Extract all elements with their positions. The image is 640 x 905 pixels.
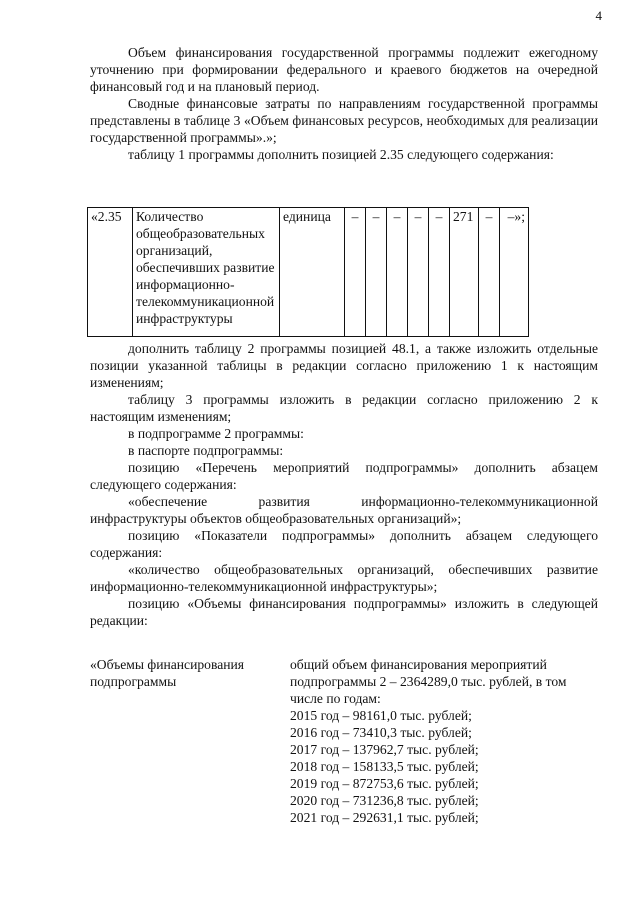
financing-year: 2015 год – 98161,0 тыс. рублей; (290, 708, 472, 723)
paragraph-table1-amend: таблицу 1 программы дополнить позицией 2.35 следующего содержания: (128, 147, 554, 162)
financing-year: 2019 год – 872753,6 тыс. рублей; (290, 776, 479, 791)
unit-cell: единица (280, 208, 345, 337)
financing-details (290, 656, 590, 826)
paragraph-passport: в паспорте подпрограммы: (128, 443, 284, 458)
financing-intro: общий объем финансирования мероприятий подпрограммы 2 – 2364289,0 тыс. рублей, в том числе по годам: (290, 657, 567, 706)
financing-year: 2017 год – 137962,7 тыс. рублей; (290, 742, 479, 757)
paragraph-measures-list: позицию «Перечень мероприятий подпрограммы» дополнить абзацем следующего содержания: (90, 460, 598, 492)
financing-label: «Объемы финансирования подпрограммы (90, 657, 245, 689)
paragraph-indicators-quote: «количество общеобразовательных организаций, обеспечивших развитие информационно-телекоммуникационной инфраструктуры»; (90, 562, 598, 594)
value-cell: – (366, 208, 387, 337)
value-cell: – (429, 208, 450, 337)
paragraph-indicators: позицию «Показатели подпрограммы» дополнить абзацем следующего содержания: (90, 528, 598, 560)
financing-year: 2016 год – 73410,3 тыс. рублей; (290, 725, 472, 740)
paragraph-financing-position: позицию «Объемы финансирования подпрограммы» изложить в следующей редакции: (90, 596, 598, 628)
page-number: 4 (595, 8, 602, 23)
financing-year: 2021 год – 292631,1 тыс. рублей; (290, 810, 479, 825)
financing-year: 2018 год – 158133,5 тыс. рублей; (290, 759, 479, 774)
indicator-table (87, 207, 529, 337)
value-cell: – (479, 208, 500, 337)
financing-year: 2020 год – 731236,8 тыс. рублей; (290, 793, 479, 808)
value-cell: 271 (450, 208, 479, 337)
indicator-name: Количество общеобразовательных организаций, обеспечивших развитие информационно-телекоммуникационной инфраструктуры (133, 208, 280, 337)
value-cell: – (408, 208, 429, 337)
paragraph-subprogram2: в подпрограмме 2 программы: (128, 426, 304, 441)
value-cell: – (387, 208, 408, 337)
paragraph-table3-amend: таблицу 3 программы изложить в редакции согласно приложению 2 к настоящим изменениям; (90, 392, 598, 424)
paragraph-table2-amend: дополнить таблицу 2 программы позицией 48.1, а также изложить отдельные позиции указанной таблицы в редакции согласно приложению 1 к настоящим изменениям; (90, 341, 598, 390)
paragraph-measures-quote: «обеспечение развития информационно-телекоммуникационной инфраструктуры объектов общеобразовательных организаций»; (90, 494, 598, 526)
value-cell: – (345, 208, 366, 337)
row-number: «2.35 (88, 208, 133, 337)
paragraph-summary-costs: Сводные финансовые затраты по направлениям государственной программы представлены в таблице 3 «Объем финансовых ресурсов, необходимых для реализации государственной программы».»; (90, 96, 598, 145)
table-row (88, 208, 529, 337)
value-cell: –»; (500, 208, 529, 337)
paragraph-funding-update: Объем финансирования государственной программы подлежит ежегодному уточнению при формировании федерального и краевого бюджетов на очередной финансовый год и на плановый период. (90, 45, 598, 94)
